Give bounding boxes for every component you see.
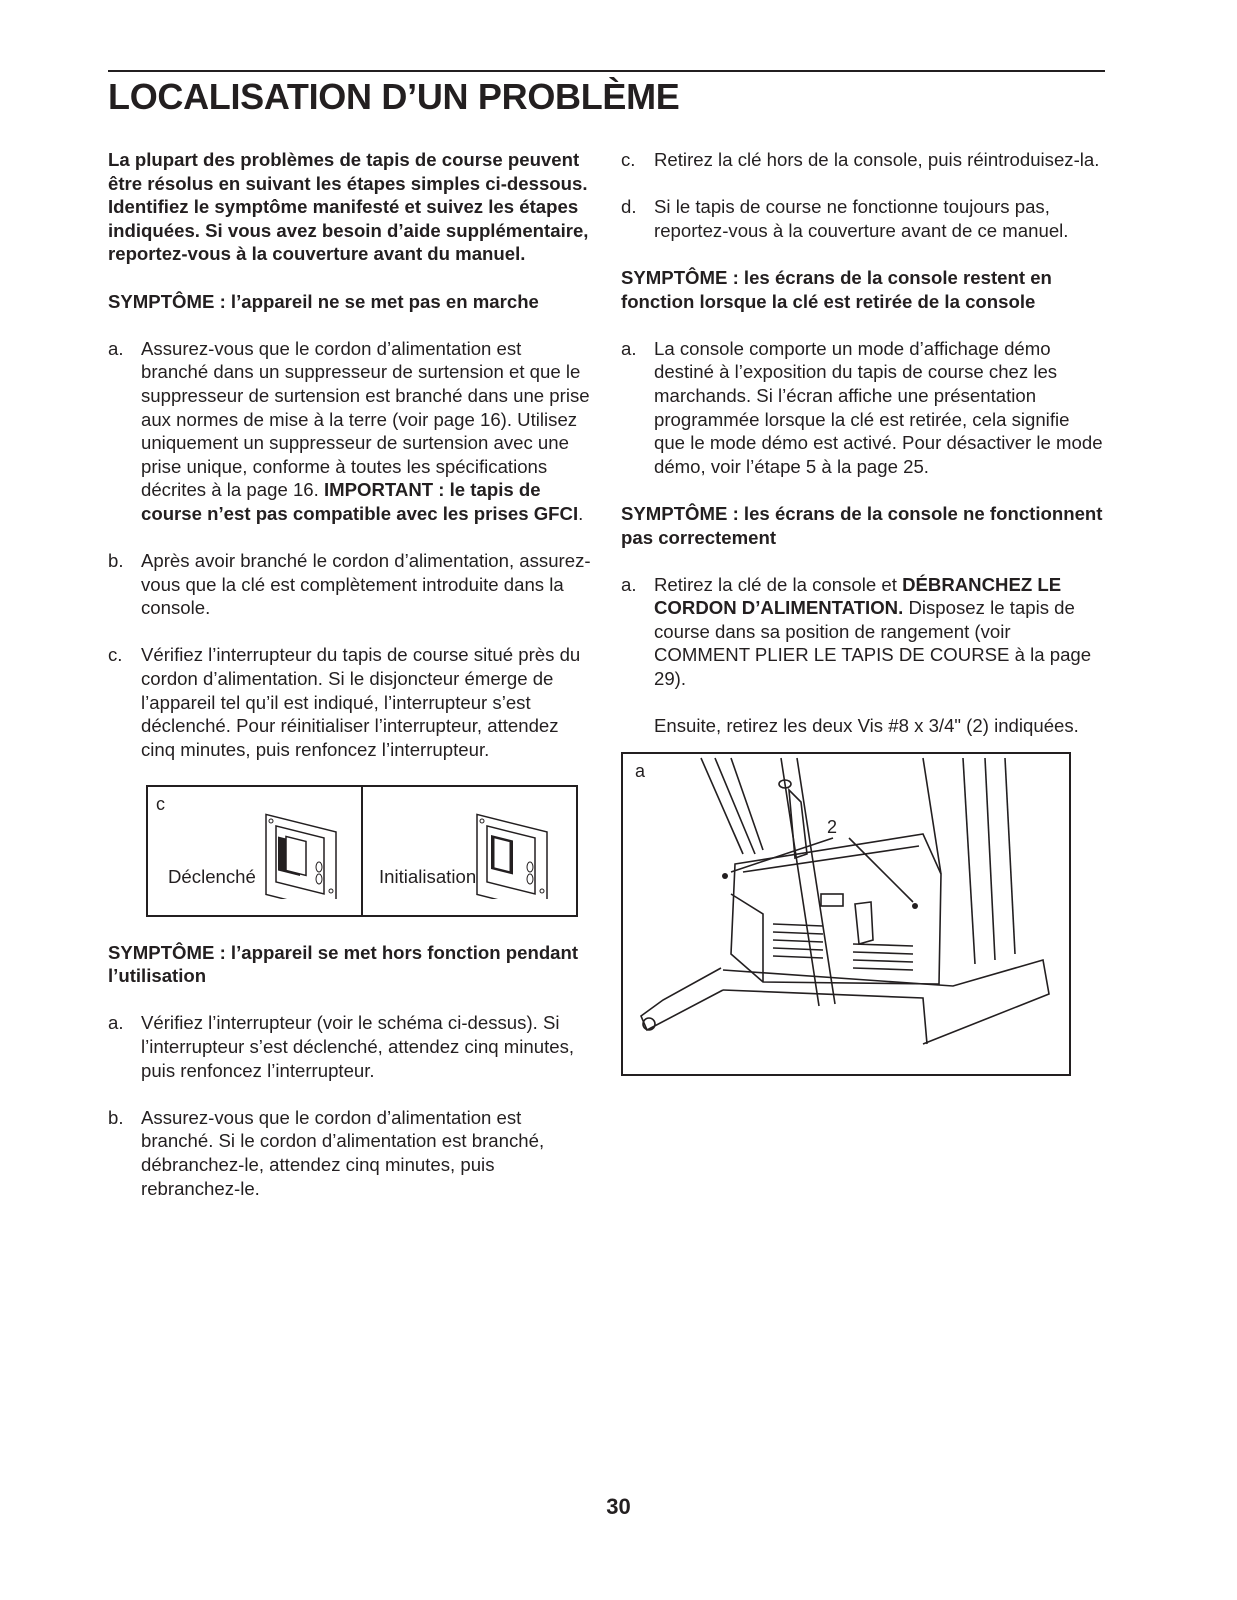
step-text: Vérifiez l’interrupteur (voir le schéma ci-dessus). Si l’interrupteur s’est déclenché, attendez cinq minutes, puis renfoncez l’interrupteur. <box>141 1012 575 1081</box>
step-letter: a. <box>621 337 637 359</box>
step-letter: a. <box>108 337 124 359</box>
symptom-no-power-heading: SYMPTÔME : l’appareil ne se met pas en marche <box>108 290 539 312</box>
step-remove-screws: Ensuite, retirez les deux Vis #8 x 3/4" (2) indiquées. <box>654 715 1079 737</box>
left-column <box>108 148 592 1224</box>
figure-letter: a <box>635 760 646 781</box>
step-check-key <box>108 549 592 620</box>
step-letter: b. <box>108 1106 124 1128</box>
symptom-displays-malfunction-heading: SYMPTÔME : les écrans de la console ne fonctionnent pas correctement <box>621 502 1103 548</box>
circuit-breaker-figure <box>146 785 578 917</box>
intro-paragraph: La plupart des problèmes de tapis de course peuvent être résolus en suivant les étapes simples ci-dessous. Identifiez le symptôme manifesté et suivez les étapes indiquées. Si vous avez besoin d’aide supplémentaire, reportez-vous à la couverture avant du manuel. <box>108 149 589 265</box>
step-reinsert-key <box>621 148 1105 172</box>
screw-callout-number: 2 <box>827 816 838 837</box>
right-column <box>621 148 1105 1076</box>
step-text: La console comporte un mode d’affichage démo destiné à l’exposition du tapis de course chez les marchands. Si l’écran affiche une présentation programmée lorsque la clé est retirée, cela signifie que le mode démo est activé. Pour désactiver le mode démo, voir l’étape 5 à la page 25. <box>654 337 1103 477</box>
step-text: Après avoir branché le cordon d’alimentation, assurez-vous que la clé est complètement introduite dans la console. <box>141 550 591 619</box>
step-letter: b. <box>108 550 124 572</box>
treadmill-drawing <box>623 754 1069 1074</box>
step-text: Retirez la clé hors de la console, puis réintroduisez-la. <box>654 149 1100 170</box>
page-number: 30 <box>606 1494 631 1519</box>
step-check-circuit-breaker <box>108 643 592 761</box>
unplug-warning: DÉBRANCHEZ LE CORDON D’ALIMENTATION. <box>654 573 1062 619</box>
step-demo-mode <box>621 337 1105 479</box>
step-text: Assurez-vous que le cordon d’alimentation est branché. Si le cordon d’alimentation est branché, débranchez-le, attendez cinq minutes, puis rebranchez-le. <box>141 1106 545 1199</box>
step-text: Assurez-vous que le cordon d’alimentation est branché dans un suppresseur de surtension et que le suppresseur de surtension est branché dans une prise aux normes de mise à la terre (voir page 16). Utilisez uniquement un suppresseur de surtension avec une prise unique, conforme à toutes les spécifications décrites à la page 16. IMPORTANT : le tapis de course n’est pas compatible avec les prises GFCI. <box>141 337 590 524</box>
step-check-breaker-again <box>108 1011 592 1082</box>
step-check-power-cord <box>108 337 592 526</box>
reset-label: Initialisation <box>379 866 477 888</box>
step-unplug-and-fold <box>621 573 1105 691</box>
step-text: Vérifiez l’interrupteur du tapis de course situé près du cordon d’alimentation. Si le disjoncteur émerge de l’appareil tel qu’il est indiqué, l’interrupteur s’est déclenché. Pour réinitialiser l’interrupteur, attendez cinq minutes, puis renfoncez l’interrupteur. <box>141 644 581 760</box>
tripped-switch-panel <box>148 787 361 915</box>
reset-switch-icon <box>467 809 557 899</box>
step-letter: c. <box>108 644 123 666</box>
treadmill-console-figure <box>621 752 1071 1076</box>
step-letter: a. <box>108 1012 124 1034</box>
figure-letter: c <box>156 794 165 815</box>
step-letter: a. <box>621 573 637 595</box>
step-text: Si le tapis de course ne fonctionne toujours pas, reportez-vous à la couverture avant de ce manuel. <box>654 196 1069 241</box>
reset-switch-panel <box>361 787 576 915</box>
title-rule <box>108 70 1105 72</box>
symptom-displays-stay-on-heading: SYMPTÔME : les écrans de la console restent en fonction lorsque la clé est retirée de la console <box>621 266 1052 312</box>
step-text: Retirez la clé de la console et DÉBRANCHEZ LE CORDON D’ALIMENTATION. Disposez le tapis de course dans sa position de rangement (voir COMMENT PLIER LE TAPIS DE COURSE à la page 29). <box>654 573 1092 690</box>
symptom-shuts-off-heading: SYMPTÔME : l’appareil se met hors fonction pendant l’utilisation <box>108 941 579 987</box>
step-see-cover <box>621 195 1105 242</box>
step-replug-cord <box>108 1106 592 1200</box>
tripped-switch-icon <box>256 809 346 899</box>
page-title: LOCALISATION D’UN PROBLÈME <box>108 76 680 117</box>
important-note: IMPORTANT : le tapis de course n’est pas compatible avec les prises GFCI <box>141 479 579 524</box>
step-letter: c. <box>621 149 636 170</box>
step-letter: d. <box>621 196 637 218</box>
tripped-label: Déclenché <box>168 866 256 888</box>
